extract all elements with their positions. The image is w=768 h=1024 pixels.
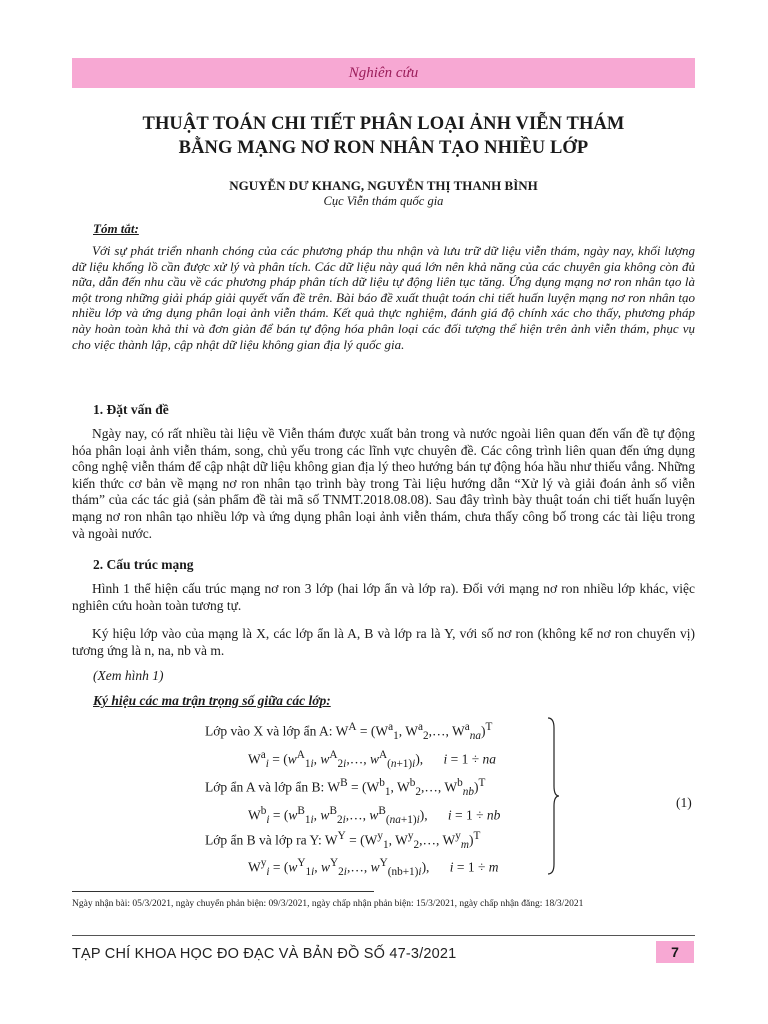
abstract-label: Tóm tắt: xyxy=(93,221,139,236)
title-line-2: BẰNG MẠNG NƠ RON NHÂN TẠO NHIỀU LỚP xyxy=(178,138,589,158)
section-label: Nghiên cứu xyxy=(348,64,419,81)
equation-number: (1) xyxy=(676,795,692,810)
article-title xyxy=(72,112,695,160)
section-2-heading: 2. Cấu trúc mạng xyxy=(93,557,194,572)
section-2-paragraph-2: Ký hiệu lớp vào của mạng là X, các lớp ẩn là A, B và lớp ra là Y, với số nơ ron (không kể nơ ron chuyển vị) tương ứng là n, na, nb và m. xyxy=(72,626,695,658)
footer-divider xyxy=(72,935,695,936)
equation-line-5: Lớp ẩn B và lớp ra Y: $W^Y = (W^y_1$, $W^y_2,\dots$, $W^y_m)^T$ xyxy=(205,830,481,852)
equation-line-4: $W^b_i = (w^B_{1i}$, $w^B_{2i},\dots$, $w^B_{(na+1)i}$), i = 1 ÷ nb xyxy=(248,805,501,827)
abstract-text: Với sự phát triển nhanh chóng của các phương pháp thu nhận và lưu trữ dữ liệu viễn thám, ngày nay, khối lượng dữ liệu khổng lồ cần được xử lý và phân tích. Các dữ liệu này quá lớn nên khả năng của các chuyên gia không còn đủ nữa, dẫn đến nhu cầu về các phương pháp phân tích dữ liệu tự động liên tục tăng. Ứng dụng mạng nơ ron nhân tạo là một trong những giải pháp giải quyết vấn đề trên. Bài báo đề xuất thuật toán chi tiết huấn luyện mạng nơ ron nhân tạo nhiều lớp và ứng dụng phân loại ảnh viễn thám. Kết quả thực nghiệm, đánh giá độ chính xác cho thấy, phương pháp này hoàn toàn khả thi và đơn giản để bán tự động hóa phân loại các đối tượng thể hiện trên ảnh viễn thám, phục vụ cho việc thành lập, cập nhật dữ liệu không gian địa lý quốc gia. xyxy=(72,243,695,352)
page-number: 7 xyxy=(656,941,694,963)
footnote: Ngày nhận bài: 05/3/2021, ngày chuyển phản biện: 09/3/2021, ngày chấp nhận phản biện: 15/3/2021, ngày chấp nhận đăng: 18/3/2021 xyxy=(72,899,584,909)
figure-reference: (Xem hình 1) xyxy=(93,668,164,683)
journal-name: TẠP CHÍ KHOA HỌC ĐO ĐẠC VÀ BẢN ĐỒ SỐ 47-3/2021 xyxy=(72,946,457,962)
equation-line-6: $W^y_i = (w^Y_{1i}$, $w^Y_{2i},\dots$, $w^Y_{(nb+1)i}$), i = 1 ÷ m xyxy=(248,857,499,879)
affiliation: Cục Viễn thám quốc gia xyxy=(323,194,444,208)
footnote-divider xyxy=(72,891,374,892)
matrix-heading-text: Ký hiệu các ma trận trọng số giữa các lớp: xyxy=(93,693,331,708)
equation-line-1: Lớp vào X và lớp ẩn A: $W^A = (W^a_1$, $W^a_2,\dots$, $W^a_{na})^T$ xyxy=(205,721,493,743)
authors: NGUYỄN DƯ KHANG, NGUYỄN THỊ THANH BÌNH xyxy=(229,178,538,193)
matrix-heading xyxy=(93,693,331,709)
equation-line-3: Lớp ẩn A và lớp ẩn B: $W^B = (W^b_1$, $W^b_2,\dots$, $W^b_{nb})^T$ xyxy=(205,777,486,799)
section-1-heading: 1. Đặt vấn đề xyxy=(93,402,169,417)
section-1-body: Ngày nay, có rất nhiều tài liệu về Viễn thám được xuất bản trong và nước ngoài liên quan đến vấn đề tự động hóa phân loại ảnh viễn thám, song, chủ yếu trong các lĩnh vực chuyên đề. Các công trình liên quan đến ứng dụng công nghệ viễn thám để cập nhật dữ liệu không gian địa lý theo hướng bán tự động hóa hầu như thiếu vắng. Những kiến thức cơ bản về mạng nơ ron nhân tạo trình bày trong Tài liệu hướng dẫn “Xử lý và giải đoán ảnh số viễn thám” của các tác giả (sản phẩm đề tài mã số TNMT.2018.08.08). Sau đây trình bày thuật toán chi tiết huấn luyện mạng nơ ron nhân tạo nhiều lớp và ứng dụng phân loại ảnh viễn thám, chưa thấy công bố trong các tài liệu trong và ngoài nước. xyxy=(72,426,695,541)
title-line-1: THUẬT TOÁN CHI TIẾT PHÂN LOẠI ẢNH VIỄN THÁM xyxy=(142,114,625,134)
section-2-paragraph-1: Hình 1 thể hiện cấu trúc mạng nơ ron 3 lớp (hai lớp ẩn và lớp ra). Đối với mạng nơ ron nhiều lớp khác, việc nghiên cứu hoàn toàn tương tự. xyxy=(72,581,695,613)
section-banner xyxy=(72,58,695,88)
equation-line-2: $W^a_i = (w^A_{1i}$, $w^A_{2i},\dots$, $w^A_{(n+1)i}$), i = 1 ÷ na xyxy=(248,749,496,771)
right-brace-icon xyxy=(546,716,560,876)
